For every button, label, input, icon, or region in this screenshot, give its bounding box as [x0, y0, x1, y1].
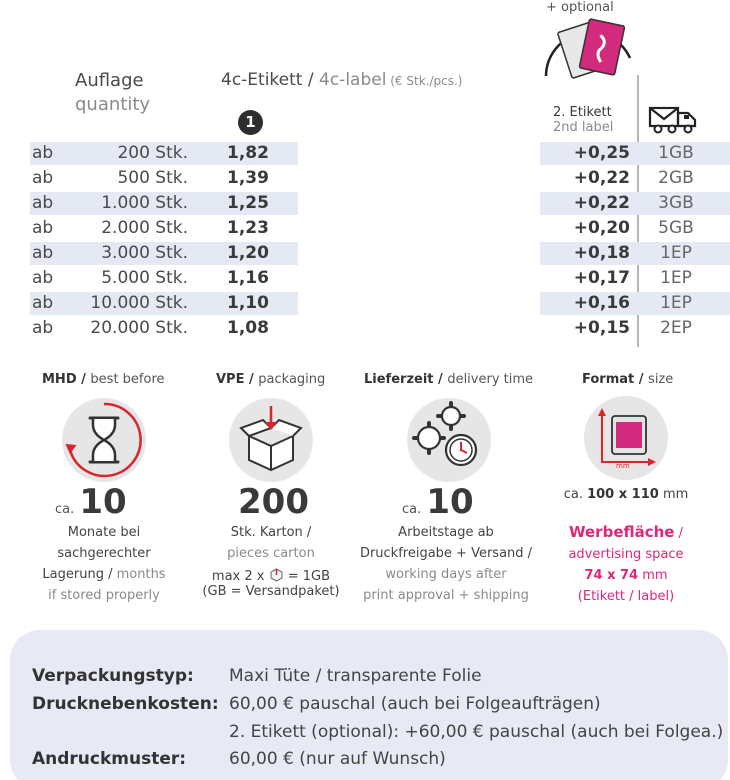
mhd-value-line: [55, 482, 127, 522]
quantity-header-en: quantity: [75, 94, 151, 115]
format-title-en: size: [648, 372, 674, 387]
format-ca: ca.: [563, 487, 583, 502]
werbe-en: advertising space: [568, 547, 684, 562]
row-shipping: 1EP: [660, 268, 692, 288]
mhd-title-de: MHD: [42, 372, 77, 387]
delivery-truck-icon: [648, 104, 700, 134]
nebenkosten-value: 60,00 € pauschal (auch bei Folgeaufträgen): [229, 694, 601, 714]
hourglass-icon: [62, 398, 146, 482]
row-second-label-price: +0,20: [573, 218, 630, 238]
row-second-label-price: +0,16: [573, 293, 630, 313]
row-prefix: ab: [32, 318, 54, 338]
table-row: [30, 267, 706, 290]
row-price: 1,16: [227, 268, 269, 288]
label-header-de: 4c-Etikett: [221, 70, 303, 90]
werbe-de: Werbefläche: [569, 523, 675, 541]
info-panel: [10, 630, 728, 780]
optional-label: + optional: [546, 0, 614, 15]
table-row: [30, 192, 706, 215]
row-shipping: 1EP: [660, 243, 692, 263]
lieferzeit-value-line: [402, 482, 474, 522]
small-box-icon: [269, 569, 284, 584]
row-second-label-price: +0,22: [573, 193, 630, 213]
row-second-label-price: +0,17: [573, 268, 630, 288]
row-price: 1,08: [227, 318, 269, 338]
row-shipping: 1GB: [658, 143, 694, 163]
lieferzeit-description: [356, 522, 536, 606]
label-size-icon: [584, 396, 668, 480]
label-header-en: 4c-label: [319, 70, 387, 90]
lieferzeit-ca: ca.: [402, 502, 422, 517]
second-label-header-de: 2. Etikett: [553, 105, 612, 120]
quantity-header-de: Auflage: [75, 70, 144, 91]
vpe-value: 200: [238, 482, 309, 522]
mhd-description: Monate bei sachgerechter Lagerung / months if stored properly: [34, 522, 174, 606]
lieferzeit-title-en: delivery time: [447, 372, 534, 387]
vpe-title-de: VPE: [216, 372, 245, 387]
werbe-note: (Etikett / label): [577, 589, 675, 604]
vpe-description: [196, 522, 346, 599]
andruck-value: 60,00 € (nur auf Wunsch): [229, 749, 446, 769]
second-label-icon: [540, 18, 636, 98]
werbe-unit: mm: [642, 568, 668, 583]
row-prefix: ab: [32, 243, 54, 263]
vpe-line4: (GB = Versandpaket): [202, 584, 340, 599]
row-quantity: 1.000 Stk.: [101, 193, 188, 213]
row-prefix: ab: [32, 293, 54, 313]
row-quantity: 200 Stk.: [117, 143, 188, 163]
row-prefix: ab: [32, 218, 54, 238]
row-price: 1,39: [227, 168, 269, 188]
row-quantity: 20.000 Stk.: [90, 318, 188, 338]
gears-clock-icon: [407, 398, 491, 482]
lieferzeit-value: 10: [426, 482, 474, 522]
table-row: [30, 242, 706, 265]
row-quantity: 3.000 Stk.: [101, 243, 188, 263]
lieferzeit-title-de: Lieferzeit: [364, 372, 434, 387]
table-row: [30, 167, 706, 190]
format-unit: mm: [662, 487, 689, 502]
row-second-label-price: +0,22: [573, 168, 630, 188]
mhd-line3-en: months: [116, 567, 166, 582]
vpe-title-en: packaging: [258, 372, 326, 387]
row-quantity: 5.000 Stk.: [101, 268, 188, 288]
row-price: 1,20: [227, 243, 269, 263]
andruck-label: Andruckmuster:: [32, 749, 187, 769]
row-price: 1,10: [227, 293, 269, 313]
row-quantity: 500 Stk.: [117, 168, 188, 188]
table-row: [30, 292, 706, 315]
row-quantity: 2.000 Stk.: [101, 218, 188, 238]
mhd-title: MHD / best before: [42, 372, 165, 387]
row-quantity: 10.000 Stk.: [90, 293, 188, 313]
vpe-line3b: = 1GB: [287, 569, 331, 584]
vpe-line1: Stk. Karton /: [230, 525, 312, 540]
werbe-size: 74 x 74: [584, 568, 639, 583]
number-one-badge: 1: [238, 110, 263, 135]
mhd-value: 10: [79, 482, 127, 522]
table-row: [30, 217, 706, 240]
row-shipping: 1EP: [660, 293, 692, 313]
label-header-sep: /: [302, 70, 320, 90]
lieferzeit-line2: Druckfreigabe + Versand /: [359, 546, 533, 561]
nebenkosten-value-2: 2. Etikett (optional): +60,00 € pauschal (auch bei Folgea.): [229, 722, 724, 742]
table-row: [30, 317, 706, 340]
format-size: 100 x 110: [587, 487, 659, 502]
row-prefix: ab: [32, 143, 54, 163]
lieferzeit-line3: working days after: [385, 567, 507, 582]
row-price: 1,82: [227, 143, 269, 163]
label-price-header: [221, 70, 462, 90]
row-shipping: 5GB: [658, 218, 694, 238]
verpackung-value: Maxi Tüte / transparente Folie: [229, 666, 482, 686]
label-header-unit: (€ Stk./pcs.): [386, 74, 463, 88]
mhd-title-en: best before: [90, 372, 165, 387]
row-prefix: ab: [32, 268, 54, 288]
format-title: Format / size: [582, 372, 674, 387]
mhd-line1: Monate bei: [67, 525, 141, 540]
second-label-header-en: 2nd label: [553, 120, 614, 135]
row-price: 1,25: [227, 193, 269, 213]
lieferzeit-line4: print approval + shipping: [363, 588, 529, 603]
lieferzeit-title: Lieferzeit / delivery time: [364, 372, 534, 387]
box-icon: [229, 398, 313, 482]
verpackung-label: Verpackungstyp:: [32, 666, 194, 686]
row-shipping: 3GB: [658, 193, 694, 213]
row-second-label-price: +0,18: [573, 243, 630, 263]
row-second-label-price: +0,25: [573, 143, 630, 163]
mhd-line3-de: Lagerung: [42, 567, 104, 582]
mhd-ca: ca.: [55, 502, 75, 517]
vpe-line3a: max 2 x: [211, 569, 265, 584]
row-price: 1,23: [227, 218, 269, 238]
vpe-line2: pieces carton: [227, 546, 315, 561]
vpe-value-line: [238, 482, 309, 522]
row-second-label-price: +0,15: [573, 318, 630, 338]
mhd-line2: sachgerechter: [57, 546, 151, 561]
vpe-title: VPE / packaging: [216, 372, 326, 387]
row-prefix: ab: [32, 193, 54, 213]
lieferzeit-line1: Arbeitstage ab: [398, 525, 494, 540]
werbeflaeche-description: Werbefläche / advertising space 74 x 74 mm (Etikett / label): [556, 522, 696, 607]
nebenkosten-label: Drucknebenkosten:: [32, 694, 219, 714]
second-label-header: [553, 105, 613, 135]
row-prefix: ab: [32, 168, 54, 188]
row-shipping: 2GB: [658, 168, 694, 188]
format-title-de: Format: [582, 372, 635, 387]
quantity-header: [75, 70, 175, 115]
row-shipping: 2EP: [660, 318, 692, 338]
mhd-line4: if stored properly: [48, 588, 160, 603]
mm-icon-label: mm: [616, 462, 630, 470]
table-row: [30, 142, 706, 165]
format-size-line: [556, 484, 696, 505]
